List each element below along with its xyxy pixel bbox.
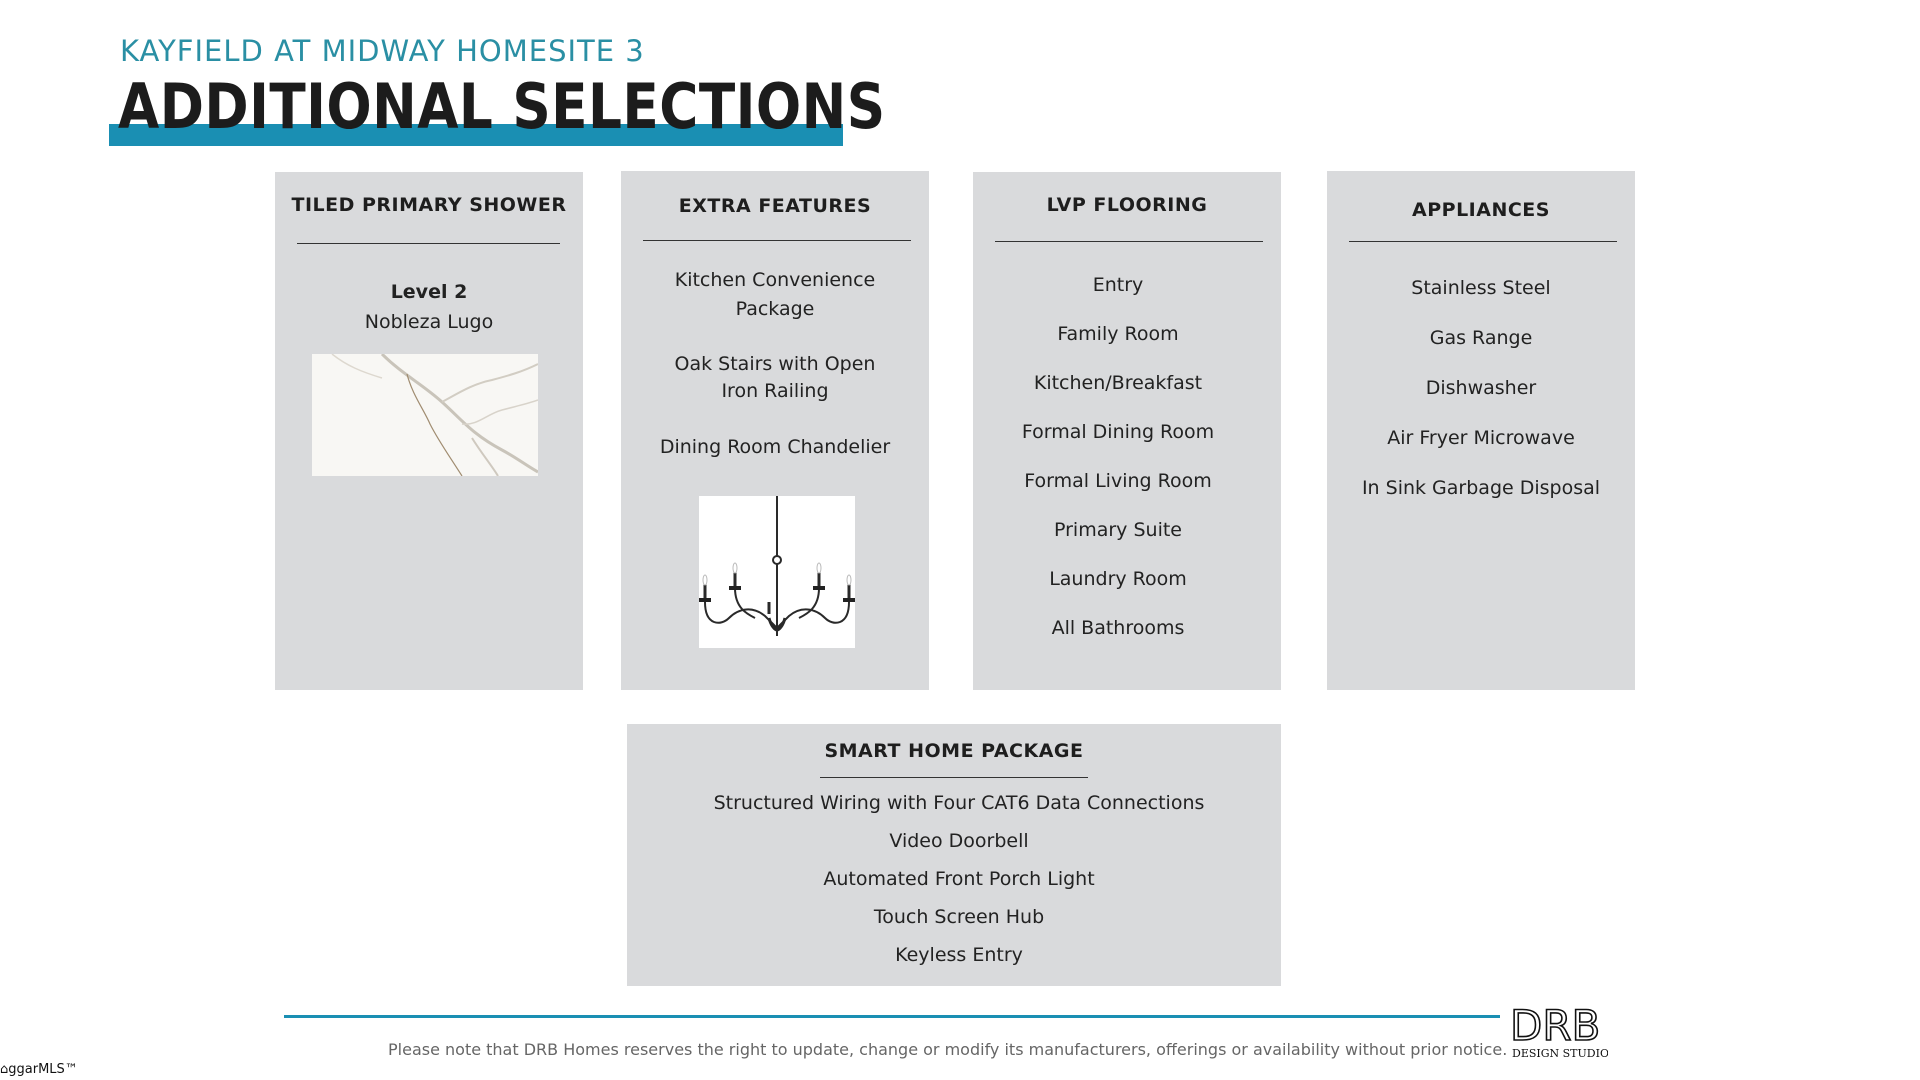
page-subtitle: KAYFIELD AT MIDWAY HOMESITE 3: [120, 34, 645, 68]
lvp-room-item: Family Room: [1057, 323, 1179, 345]
logo-text: DRB: [1510, 1002, 1601, 1050]
lvp-room-item: Kitchen/Breakfast: [1033, 372, 1203, 394]
extra-feature-item: Kitchen Convenience: [674, 269, 876, 291]
panel-lvp-flooring: [973, 172, 1281, 690]
extra-feature-item: Dining Room Chandelier: [659, 436, 891, 458]
smart-home-item: Automated Front Porch Light: [823, 868, 1095, 890]
chandelier-image: [699, 496, 855, 648]
lvp-room-item: Entry: [1092, 274, 1144, 296]
logo-subtext: DESIGN STUDIO: [1512, 1047, 1608, 1060]
appliance-item: Gas Range: [1429, 327, 1533, 349]
mls-text: ggarMLS™: [8, 1062, 78, 1077]
panel-title: SMART HOME PACKAGE: [824, 740, 1084, 762]
mls-watermark: [0, 1062, 78, 1080]
panel-title: EXTRA FEATURES: [678, 195, 872, 217]
extra-feature-item: Oak Stairs with Open: [674, 353, 876, 375]
appliance-item: Air Fryer Microwave: [1387, 427, 1575, 449]
page-title: ADDITIONAL SELECTIONS: [118, 70, 886, 143]
panel-title: TILED PRIMARY SHOWER: [291, 194, 567, 216]
shower-tile-name: Nobleza Lugo: [364, 311, 494, 333]
smart-home-item: Structured Wiring with Four CAT6 Data Connections: [713, 792, 1205, 814]
smart-home-item: Touch Screen Hub: [873, 906, 1045, 928]
lvp-room-item: Formal Dining Room: [1021, 421, 1215, 443]
shower-level: Level 2: [390, 281, 468, 303]
extra-feature-item: Iron Railing: [721, 380, 829, 402]
footer-disclaimer: Please note that DRB Homes reserves the right to update, change or modify its manufacturers, offerings or availability without prior notice.: [388, 1040, 1508, 1059]
panel-appliances: [1327, 171, 1635, 690]
drb-design-studio-logo: [1508, 1002, 1608, 1062]
panel-title: LVP FLOORING: [1046, 194, 1208, 216]
appliance-item: Stainless Steel: [1411, 277, 1551, 299]
lvp-room-item: All Bathrooms: [1051, 617, 1185, 639]
marble-tile-image: [312, 354, 538, 476]
lvp-room-item: Primary Suite: [1054, 519, 1182, 541]
panel-smart-home-package: [627, 724, 1281, 986]
appliance-item: Dishwasher: [1425, 377, 1537, 399]
panel-title: APPLIANCES: [1412, 199, 1550, 221]
appliance-item: In Sink Garbage Disposal: [1361, 477, 1601, 499]
panel-divider: [643, 240, 911, 241]
panel-divider: [297, 243, 560, 244]
panel-divider: [995, 241, 1263, 242]
panel-divider: [820, 777, 1088, 778]
footer-divider: [284, 1015, 1500, 1018]
panel-divider: [1349, 241, 1617, 242]
lvp-room-item: Laundry Room: [1049, 568, 1187, 590]
house-icon: ⌂: [0, 1062, 9, 1077]
lvp-room-item: Formal Living Room: [1024, 470, 1212, 492]
smart-home-item: Keyless Entry: [895, 944, 1023, 966]
extra-feature-item: Package: [735, 298, 815, 320]
smart-home-item: Video Doorbell: [889, 830, 1029, 852]
